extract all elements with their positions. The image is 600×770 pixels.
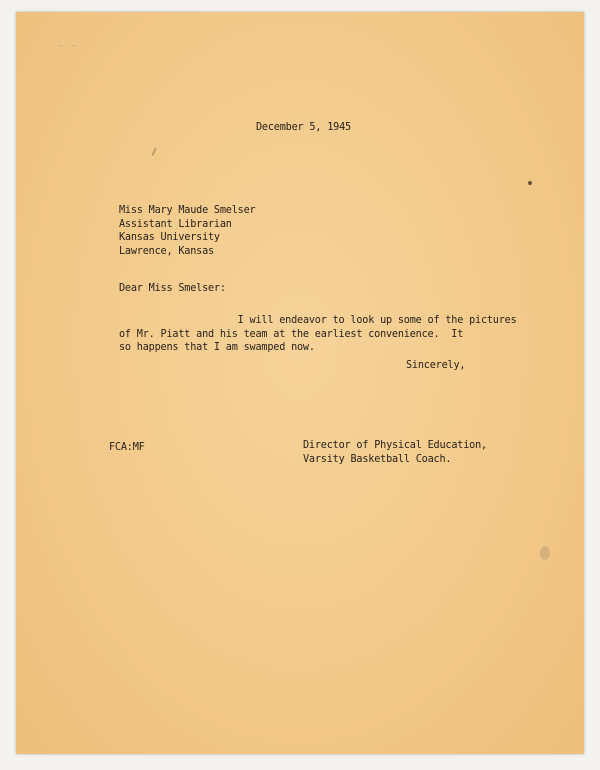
letter-body <box>119 314 517 355</box>
recipient-location: Lawrence, Kansas <box>119 245 214 257</box>
closing: Sincerely, <box>406 360 466 371</box>
recipient-name: Miss Mary Maude Smelser <box>119 205 256 216</box>
recipient-title: Assistant Librarian <box>119 218 232 230</box>
body-line: I will endeavor to look up some of the pictures <box>237 315 517 326</box>
pencil-mark: ~ ~ <box>58 42 78 50</box>
salutation: Dear Miss Smelser: <box>119 283 226 294</box>
signature-line: Varsity Basketball Coach. <box>303 453 452 465</box>
recipient-institution: Kansas University <box>119 232 220 244</box>
typist-initials: FCA:MF <box>109 442 145 453</box>
paper-mark <box>151 148 156 156</box>
ink-spot <box>528 181 532 185</box>
signature-block <box>303 439 487 466</box>
letter-date: December 5, 1945 <box>256 122 351 133</box>
stain-spot <box>540 546 550 560</box>
body-line: of Mr. Piatt and his team at the earliest convenience. It <box>119 328 464 340</box>
signature-line: Director of Physical Education, <box>303 440 487 451</box>
letter-page <box>16 12 584 754</box>
recipient-address <box>119 204 255 258</box>
body-line: so happens that I am swamped now. <box>119 342 315 354</box>
